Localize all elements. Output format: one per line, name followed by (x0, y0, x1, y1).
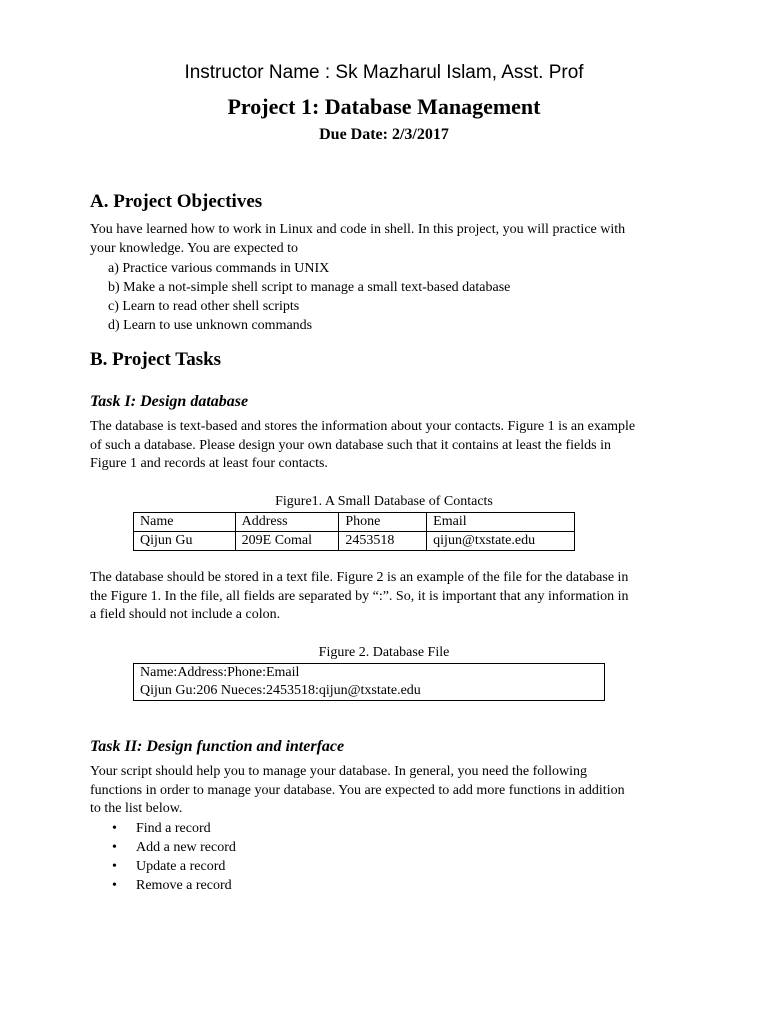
objectives-list (108, 259, 510, 335)
list-item: a) Practice various commands in UNIX (108, 261, 330, 276)
due-date: Due Date: 2/3/2017 (319, 126, 449, 143)
task1-heading: Task I: Design database (90, 393, 249, 410)
list-item (112, 838, 236, 857)
paragraph-line: Your script should help you to manage your database. In general, you need the following (90, 764, 588, 779)
table-cell: 209E Comal (235, 532, 339, 551)
table-cell: 2453518 (339, 532, 427, 551)
table-header-cell: Phone (339, 513, 427, 532)
task1-file-paragraph (90, 569, 690, 625)
table-header-cell: Address (235, 513, 339, 532)
paragraph-line: of such a database. Please design your own database such that it contains at least the fields in (90, 437, 611, 453)
paragraph-line: Figure 1 and records at least four contacts. (90, 456, 328, 471)
table-cell: Qijun Gu (134, 532, 236, 551)
functions-list (112, 819, 236, 895)
list-item: c) Learn to read other shell scripts (108, 299, 300, 314)
table-header-cell: Email (427, 513, 575, 532)
bullet-icon: • (112, 859, 117, 874)
table-header-row (134, 513, 575, 532)
paragraph-line: a field should not include a colon. (90, 607, 281, 622)
bullet-icon: • (112, 878, 117, 893)
list-item-label: Add a new record (136, 840, 236, 855)
paragraph-line: to the list below. (90, 801, 183, 816)
task2-paragraph (90, 763, 690, 819)
list-item (112, 819, 236, 838)
figure2-caption: Figure 2. Database File (318, 645, 450, 660)
paragraph-line: functions in order to manage your database. You are expected to add more functions in addition (90, 782, 625, 798)
database-file-box (133, 663, 605, 701)
list-item-label: Remove a record (136, 878, 232, 893)
task2-heading: Task II: Design function and interface (90, 738, 345, 755)
contacts-table (133, 512, 575, 551)
list-item-label: Find a record (136, 821, 211, 836)
table-row (134, 532, 575, 551)
database-file-line: Name:Address:Phone:Email (140, 665, 300, 680)
list-item (112, 876, 236, 895)
table-cell: qijun@txstate.edu (427, 532, 575, 551)
paragraph-line: the Figure 1. In the file, all fields are separated by “:”. So, it is important that any information in (90, 588, 629, 604)
list-item: d) Learn to use unknown commands (108, 318, 313, 333)
database-file-line: Qijun Gu:206 Nueces:2453518:qijun@txstate.edu (140, 683, 421, 698)
list-item (112, 857, 236, 876)
section-a-heading: A. Project Objectives (90, 191, 263, 212)
paragraph-line: The database is text-based and stores the information about your contacts. Figure 1 is an example (90, 419, 636, 434)
instructor-name: Instructor Name : Sk Mazharul Islam, Asst. Prof (184, 62, 584, 83)
table-header-cell: Name (134, 513, 236, 532)
objectives-intro-line: You have learned how to work in Linux and code in shell. In this project, you will practice with (90, 222, 626, 237)
objectives-intro (90, 221, 690, 258)
bullet-icon: • (112, 821, 117, 836)
list-item: b) Make a not-simple shell script to manage a small text-based database (108, 280, 511, 295)
list-item-label: Update a record (136, 859, 226, 874)
section-b-heading: B. Project Tasks (90, 349, 222, 370)
bullet-icon: • (112, 840, 117, 855)
task1-paragraph (90, 418, 690, 474)
objectives-intro-line: your knowledge. You are expected to (90, 240, 299, 256)
page-title: Project 1: Database Management (227, 94, 541, 119)
paragraph-line: The database should be stored in a text file. Figure 2 is an example of the file for the database in (90, 570, 629, 585)
figure1-caption: Figure1. A Small Database of Contacts (275, 494, 493, 509)
